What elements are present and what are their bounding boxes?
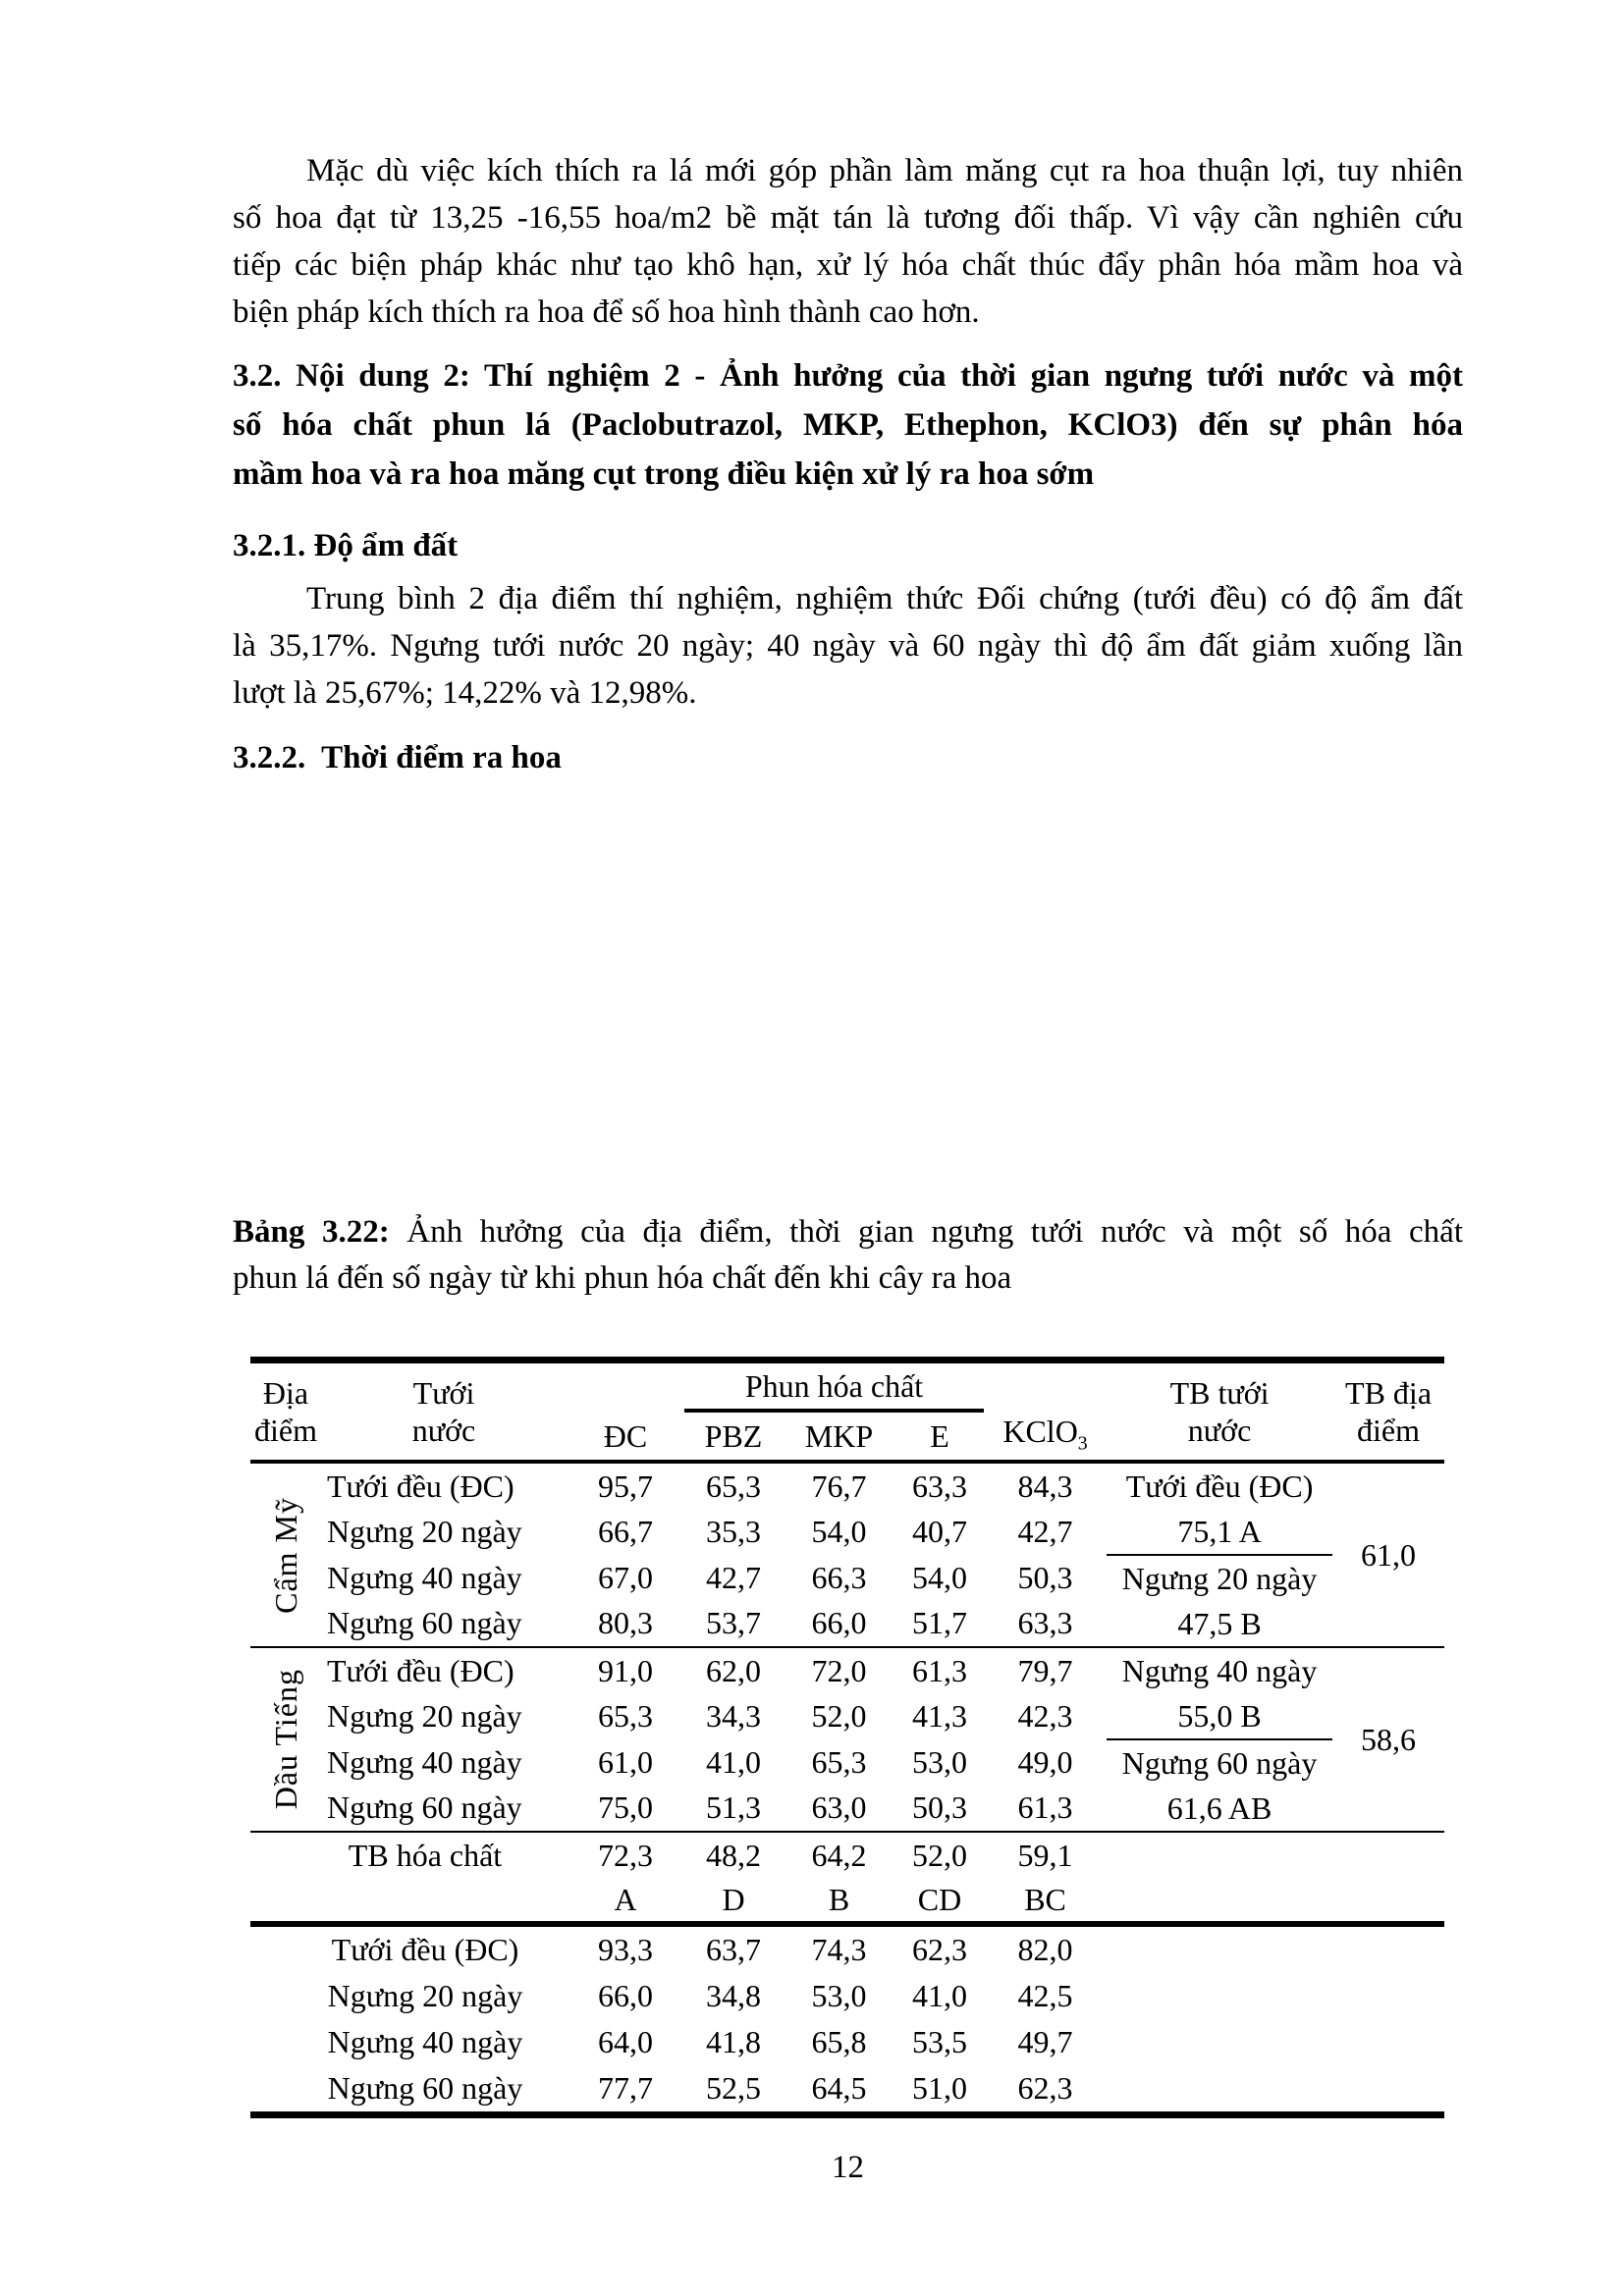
header-tb-irrigation-line1: TB tưới	[1169, 1374, 1270, 1411]
table-row	[250, 2019, 1444, 2065]
regime-cell: Tưới đều (ĐC)	[321, 1647, 567, 1694]
value-cell: 40,7	[912, 1514, 968, 1550]
value-cell: 53,0	[811, 1978, 867, 2013]
tb-location-cell: 61,0	[1361, 1536, 1417, 1573]
value-cell: 42,3	[1017, 1698, 1073, 1735]
table-caption-line: phun lá đến số ngày từ khi phun hóa chất đến khi cây ra hoa	[233, 1260, 1012, 1296]
value-cell: 63,0	[811, 1789, 867, 1826]
location-label: Dầu Tiếng	[267, 1669, 303, 1810]
table-3-22	[250, 1357, 1444, 2118]
empty-cell	[1107, 1924, 1332, 1973]
value-cell: 54,0	[811, 1514, 867, 1550]
value-cell: 64,0	[598, 2024, 653, 2059]
value-cell: 72,3	[567, 1832, 684, 1878]
value-cell: 53,5	[912, 2024, 968, 2059]
value-cell: 64,5	[783, 2065, 895, 2115]
value-cell: 52,0	[811, 1698, 867, 1735]
header-mkp: MKP	[783, 1411, 895, 1462]
kclo3-base: KClO	[1002, 1413, 1078, 1449]
value-cell: 41,0	[912, 1978, 968, 2013]
table-caption-text: Ảnh hưởng của địa điểm, thời gian ngưng tưới nước và một số hóa chất	[389, 1214, 1463, 1250]
value-cell: 42,7	[1017, 1514, 1073, 1550]
value-cell: 66,7	[598, 1514, 653, 1550]
location-label: Cẩm Mỹ	[267, 1496, 303, 1614]
soil-moisture-paragraph	[233, 575, 1463, 717]
header-kclo3	[984, 1361, 1107, 1463]
tb-chemical-label: TB hóa chất	[250, 1832, 567, 1878]
value-cell: 61,0	[598, 1743, 653, 1780]
intro-line: Mặc dù việc kích thích ra lá mới góp phần làm măng cụt ra hoa thuận lợi, tuy nhiên	[306, 153, 1463, 188]
empty-cell	[1332, 1924, 1444, 1973]
regime-cell: Ngưng 40 ngày	[327, 1559, 522, 1595]
table-row	[250, 1555, 1444, 1600]
value-cell: 66,0	[811, 1605, 867, 1641]
value-cell: 41,0	[706, 1743, 761, 1780]
value-cell: 54,0	[912, 1559, 968, 1595]
letter-cell: D	[722, 1881, 745, 1917]
letter-cell: CD	[917, 1881, 962, 1917]
location-label-cell	[250, 1647, 321, 1832]
value-cell: 62,3	[895, 1924, 984, 1973]
location-label-cell	[250, 1462, 321, 1647]
value-cell: 53,7	[706, 1605, 761, 1641]
heading-line: số hóa chất phun lá (Paclobutrazol, MKP, Ethephon, KClO3) đến sự phân hóa	[233, 407, 1463, 443]
empty-cell	[1107, 1878, 1332, 1924]
value-cell: 51,7	[912, 1605, 968, 1641]
value-cell: 64,2	[783, 1832, 895, 1878]
value-cell: 49,7	[1017, 2024, 1073, 2059]
tb-irrigation-cell	[1107, 1462, 1332, 1555]
table-caption-line	[233, 1209, 1463, 1255]
empty-cell	[1107, 2065, 1332, 2115]
value-cell: 50,3	[1017, 1559, 1073, 1595]
regime-cell: Tưới đều (ĐC)	[327, 1468, 514, 1504]
letter-cell: B	[828, 1881, 850, 1917]
value-cell: 65,3	[706, 1468, 761, 1504]
value-cell: 82,0	[984, 1924, 1107, 1973]
header-irrigation	[321, 1361, 567, 1463]
header-tb-location-line2: điểm	[1357, 1413, 1421, 1448]
value-cell: 76,7	[811, 1468, 867, 1504]
empty-cell	[1107, 1832, 1332, 1878]
value-cell: 79,7	[984, 1647, 1107, 1694]
value-cell: 34,8	[706, 1978, 761, 2013]
empty-cell	[1107, 2019, 1332, 2065]
header-tb-irrigation-line2: nước	[1187, 1413, 1252, 1448]
empty-cell	[1332, 2019, 1444, 2065]
header-irrigation-line1: Tưới	[412, 1374, 475, 1411]
table-row	[250, 2065, 1444, 2115]
regime-cell: Ngưng 60 ngày	[327, 1789, 522, 1826]
regime-cell: Ngưng 40 ngày	[327, 1743, 522, 1780]
heading-line: 3.2. Nội dung 2: Thí nghiệm 2 - Ảnh hưởng của thời gian ngưng tưới nước và một	[233, 358, 1463, 394]
table-row	[250, 1462, 1444, 1510]
value-cell: 42,7	[706, 1559, 761, 1595]
value-cell: 53,0	[912, 1743, 968, 1780]
tb-irrigation-label: Ngưng 60 ngày	[1121, 1745, 1318, 1781]
tb-irrigation-cell	[1107, 1739, 1332, 1832]
blank-gap	[233, 781, 1463, 1209]
table-caption	[233, 1209, 1463, 1302]
value-cell: 50,3	[912, 1789, 968, 1826]
value-cell: 95,7	[598, 1468, 653, 1504]
page-number: 12	[832, 2150, 864, 2185]
value-cell: 35,3	[706, 1514, 761, 1550]
section-3-2-2-heading: 3.2.2. Thời điểm ra hoa	[233, 740, 562, 775]
letter-cell: BC	[1024, 1881, 1066, 1917]
value-cell: 63,3	[1017, 1605, 1073, 1641]
value-cell: 62,3	[984, 2065, 1107, 2115]
value-cell: 63,3	[912, 1468, 968, 1504]
regime-cell: Ngưng 20 ngày	[327, 1698, 522, 1735]
heading-line: mầm hoa và ra hoa măng cụt trong điều kiện xử lý ra hoa sớm	[233, 456, 1095, 492]
header-location-line2: điểm	[254, 1413, 317, 1448]
tb-irrigation-label: Ngưng 40 ngày	[1121, 1653, 1318, 1688]
value-cell: 80,3	[598, 1605, 653, 1641]
table-row	[250, 1973, 1444, 2019]
value-cell: 93,3	[567, 1924, 684, 1973]
value-cell: 51,3	[706, 1789, 761, 1826]
regime-cell: Ngưng 60 ngày	[327, 1605, 522, 1641]
value-cell: 67,0	[598, 1559, 653, 1595]
intro-line: biện pháp kích thích ra hoa để số hoa hình thành cao hơn.	[233, 294, 980, 330]
header-dc: ĐC	[567, 1361, 684, 1463]
section-3-2-heading	[233, 351, 1463, 499]
regime-cell: Ngưng 20 ngày	[327, 1514, 522, 1550]
header-location-line1: Địa	[262, 1374, 309, 1411]
value-cell: 66,0	[598, 1978, 653, 2013]
value-cell: 42,5	[1017, 1978, 1073, 2013]
table-caption-label: Bảng 3.22:	[233, 1214, 390, 1250]
tb-irrigation-value: 75,1 A	[1177, 1514, 1262, 1549]
header-spray-group: Phun hóa chất	[684, 1361, 984, 1412]
value-cell: 65,3	[811, 1743, 867, 1780]
intro-paragraph	[233, 147, 1463, 336]
header-tb-location	[1332, 1361, 1444, 1463]
value-cell: 63,7	[684, 1924, 783, 1973]
header-tb-location-line1: TB địa	[1345, 1374, 1433, 1411]
value-cell: 52,0	[895, 1832, 984, 1878]
table-row	[250, 1647, 1444, 1694]
paragraph-line: Trung bình 2 địa điểm thí nghiệm, nghiệm thức Đối chứng (tưới đều) có độ ẩm đất	[306, 581, 1463, 616]
table-row	[250, 1739, 1444, 1785]
value-cell: 51,0	[895, 2065, 984, 2115]
regime-cell: Tưới đều (ĐC)	[250, 1924, 567, 1973]
value-cell: 65,3	[598, 1698, 653, 1735]
regime-cell: Ngưng 40 ngày	[327, 2024, 523, 2059]
value-cell: 61,3	[1017, 1789, 1073, 1826]
kclo3-subscript: 3	[1077, 1432, 1088, 1454]
section-3-2-1-heading: 3.2.1. Độ ẩm đất	[233, 528, 459, 563]
paragraph-line: lượt là 25,67%; 14,22% và 12,98%.	[233, 675, 697, 711]
regime-cell: Ngưng 20 ngày	[327, 1978, 523, 2013]
table-row	[250, 1832, 1444, 1878]
empty-cell	[1332, 1832, 1444, 1878]
tb-irrigation-value: 47,5 B	[1177, 1606, 1262, 1641]
value-cell: 61,3	[895, 1647, 984, 1694]
header-location	[250, 1361, 321, 1463]
paragraph-line: là 35,17%. Ngưng tưới nước 20 ngày; 40 ngày và 60 ngày thì độ ẩm đất giảm xuống lần	[233, 628, 1463, 664]
value-cell: 59,1	[984, 1832, 1107, 1878]
value-cell: 74,3	[783, 1924, 895, 1973]
value-cell: 49,0	[1017, 1743, 1073, 1780]
value-cell: 34,3	[706, 1698, 761, 1735]
tb-irrigation-cell	[1107, 1555, 1332, 1647]
tb-location-cell: 58,6	[1332, 1647, 1444, 1832]
tb-irrigation-value: 55,0 B	[1177, 1698, 1262, 1734]
value-cell: 65,8	[811, 2024, 867, 2059]
intro-line: số hoa đạt từ 13,25 -16,55 hoa/m2 bề mặt tán là tương đối thấp. Vì vậy cần nghiên cứu	[233, 200, 1463, 236]
value-cell: 72,0	[783, 1647, 895, 1694]
value-cell: 41,8	[706, 2024, 761, 2059]
empty-cell	[1332, 1878, 1444, 1924]
value-cell: 84,3	[1017, 1468, 1073, 1504]
value-cell: 75,0	[598, 1789, 653, 1826]
letter-cell: A	[614, 1881, 637, 1917]
value-cell: 48,2	[684, 1832, 783, 1878]
empty-cell	[1107, 1973, 1332, 2019]
value-cell: 66,3	[811, 1559, 867, 1595]
header-tb-irrigation	[1107, 1361, 1332, 1463]
empty-cell	[1332, 1973, 1444, 2019]
tb-irrigation-label: Tưới đều (ĐC)	[1125, 1468, 1314, 1504]
regime-cell: Ngưng 60 ngày	[250, 2065, 567, 2115]
header-e: E	[895, 1411, 984, 1462]
tb-irrigation-label: Ngưng 20 ngày	[1121, 1561, 1318, 1596]
value-cell: 77,7	[567, 2065, 684, 2115]
value-cell: 52,5	[684, 2065, 783, 2115]
tb-irrigation-cell	[1107, 1647, 1332, 1739]
header-irrigation-line2: nước	[411, 1413, 476, 1448]
empty-cell	[250, 1878, 567, 1924]
table-row	[250, 1924, 1444, 1973]
value-cell: 62,0	[684, 1647, 783, 1694]
tb-irrigation-value: 61,6 AB	[1166, 1790, 1272, 1826]
table-row	[250, 1878, 1444, 1924]
value-cell: 41,3	[912, 1698, 968, 1735]
value-cell: 91,0	[567, 1647, 684, 1694]
intro-line: tiếp các biện pháp khác như tạo khô hạn, xử lý hóa chất thúc đẩy phân hóa mầm hoa và	[233, 247, 1463, 283]
header-pbz: PBZ	[684, 1411, 783, 1462]
empty-cell	[1332, 2065, 1444, 2115]
